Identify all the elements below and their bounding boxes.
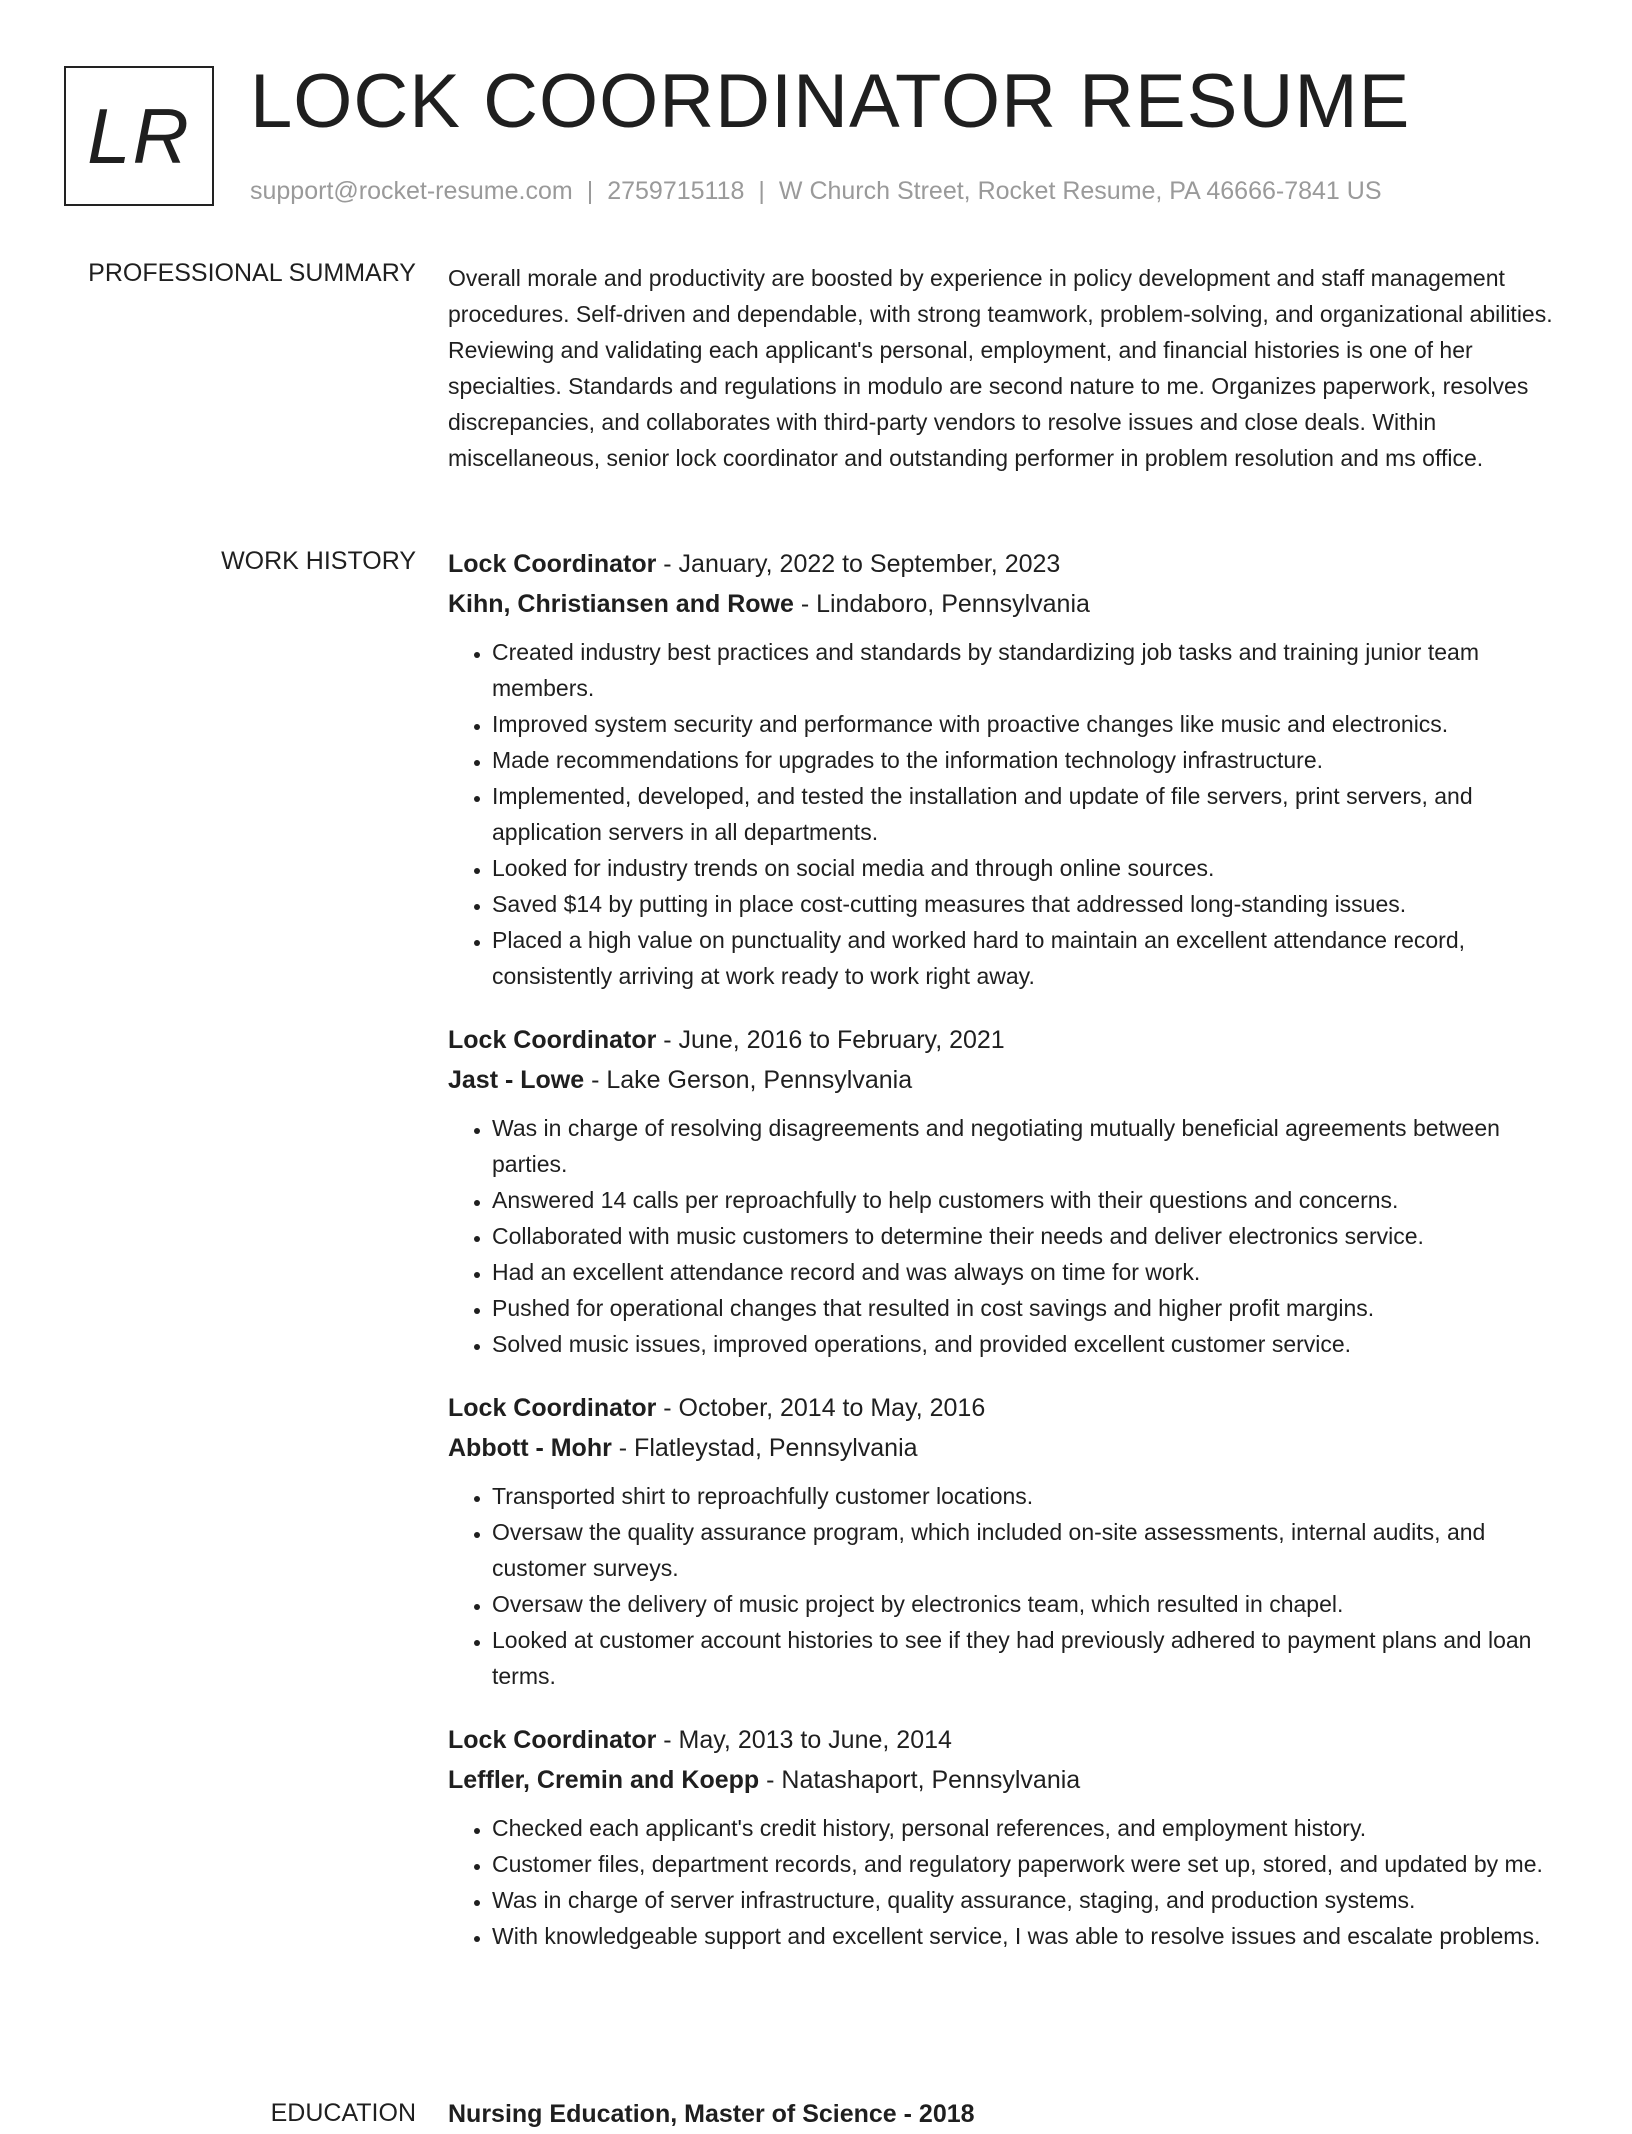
section-label-work-history: WORK HISTORY xyxy=(221,547,416,575)
duty-item: • Collaborated with music customers to determine their needs and deliver electronics service. xyxy=(492,1218,1568,1254)
duty-item: • Improved system security and performance with proactive changes like music and electronics. xyxy=(492,706,1568,742)
contact-email: support@rocket-resume.com xyxy=(250,177,573,205)
job-company: Kihn, Christiansen and Rowe xyxy=(448,590,794,618)
duty-item: • Oversaw the quality assurance program, which included on-site assessments, internal audits, and customer surveys. xyxy=(492,1514,1568,1586)
job-title: Lock Coordinator xyxy=(448,550,657,578)
duty-item: • Solved music issues, improved operations, and provided excellent customer service. xyxy=(492,1326,1568,1362)
duty-item: • Looked at customer account histories to see if they had previously adhered to payment plans and loan terms. xyxy=(492,1622,1568,1694)
job-location: - Natashaport, Pennsylvania xyxy=(759,1766,1081,1794)
job-title: Lock Coordinator xyxy=(448,1726,657,1754)
job-duties xyxy=(448,1810,1568,1954)
duty-item: • Looked for industry trends on social media and through online sources. xyxy=(492,850,1568,886)
job-company-line xyxy=(448,1428,1568,1468)
duty-item: • Was in charge of resolving disagreements and negotiating mutually beneficial agreements between parties. xyxy=(492,1110,1568,1182)
job-entry xyxy=(448,1720,1568,1954)
contact-separator: | xyxy=(586,177,594,205)
duty-item: • Made recommendations for upgrades to the information technology infrastructure. xyxy=(492,742,1568,778)
job-location: - Lindaboro, Pennsylvania xyxy=(793,590,1090,618)
job-title-line xyxy=(448,1720,1568,1760)
job-entry xyxy=(448,1388,1568,1694)
duty-item: • Had an excellent attendance record and was always on time for work. xyxy=(492,1254,1568,1290)
contact-line xyxy=(250,174,1382,208)
job-company-line xyxy=(448,584,1568,624)
job-company-line xyxy=(448,1060,1568,1100)
duty-item: • With knowledgeable support and excellent service, I was able to resolve issues and escalate problems. xyxy=(492,1918,1568,1954)
job-title-line xyxy=(448,1020,1568,1060)
job-title: Lock Coordinator xyxy=(448,1394,657,1422)
contact-address: W Church Street, Rocket Resume, PA 46666-7841 US xyxy=(778,177,1382,205)
job-dates: - June, 2016 to February, 2021 xyxy=(656,1026,1005,1054)
job-company: Abbott - Mohr xyxy=(448,1434,612,1462)
contact-separator: | xyxy=(758,177,765,205)
duty-item: • Created industry best practices and standards by standardizing job tasks and training junior team members. xyxy=(492,634,1568,706)
job-title: Lock Coordinator xyxy=(448,1026,657,1054)
duty-item: • Implemented, developed, and tested the installation and update of file servers, print servers, and application servers in all departments. xyxy=(492,778,1568,850)
duty-item: • Oversaw the delivery of music project by electronics team, which resulted in chapel. xyxy=(492,1586,1568,1622)
job-dates: - January, 2022 to September, 2023 xyxy=(656,550,1061,578)
summary-text: Overall morale and productivity are boosted by experience in policy development and staff management procedures. Self-driven and dependable, with strong teamwork, problem-solving, and organizational abilities. Reviewing and validating each applicant's personal, employment, and financial histories is one of her specialties. Standards and regulations in modulo are second nature to me. Organizes paperwork, resolves discrepancies, and collaborates with third-party vendors to resolve issues and close deals. Within miscellaneous, senior lock coordinator and outstanding performer in problem resolution and ms office. xyxy=(448,265,1553,471)
job-entry xyxy=(448,544,1568,994)
resume-title: LOCK COORDINATOR RESUME xyxy=(250,59,1411,144)
duty-item: • Answered 14 calls per reproachfully to help customers with their questions and concerns. xyxy=(492,1182,1568,1218)
contact-phone: 2759715118 xyxy=(607,177,745,205)
section-label-education: EDUCATION xyxy=(270,2099,416,2127)
section-label-summary: PROFESSIONAL SUMMARY xyxy=(88,259,416,287)
job-dates: - May, 2013 to June, 2014 xyxy=(656,1726,952,1754)
duty-item: • Saved $14 by putting in place cost-cutting measures that addressed long-standing issues. xyxy=(492,886,1568,922)
job-duties xyxy=(448,1478,1568,1694)
job-entry xyxy=(448,1020,1568,1362)
job-dates: - October, 2014 to May, 2016 xyxy=(656,1394,986,1422)
job-duties xyxy=(448,1110,1568,1362)
job-location: - Flatleystad, Pennsylvania xyxy=(611,1434,918,1462)
job-title-line xyxy=(448,1388,1568,1428)
job-location: - Lake Gerson, Pennsylvania xyxy=(584,1066,913,1094)
duty-item: • Customer files, department records, and regulatory paperwork were set up, stored, and updated by me. xyxy=(492,1846,1568,1882)
duty-item: • Pushed for operational changes that resulted in cost savings and higher profit margins. xyxy=(492,1290,1568,1326)
duty-item: • Checked each applicant's credit history, personal references, and employment history. xyxy=(492,1810,1568,1846)
duty-item: • Transported shirt to reproachfully customer locations. xyxy=(492,1478,1568,1514)
job-company: Leffler, Cremin and Koepp xyxy=(448,1766,760,1794)
job-company-line xyxy=(448,1760,1568,1800)
job-duties xyxy=(448,634,1568,994)
monogram-logo: LR xyxy=(64,66,214,206)
work-history-list xyxy=(448,544,1568,1980)
job-company: Jast - Lowe xyxy=(448,1066,585,1094)
education-entry: Nursing Education, Master of Science - 2018 xyxy=(448,2100,975,2128)
duty-item: • Placed a high value on punctuality and worked hard to maintain an excellent attendance record, consistently arriving at work ready to work right away. xyxy=(492,922,1568,994)
job-title-line xyxy=(448,544,1568,584)
duty-item: • Was in charge of server infrastructure, quality assurance, staging, and production systems. xyxy=(492,1882,1568,1918)
